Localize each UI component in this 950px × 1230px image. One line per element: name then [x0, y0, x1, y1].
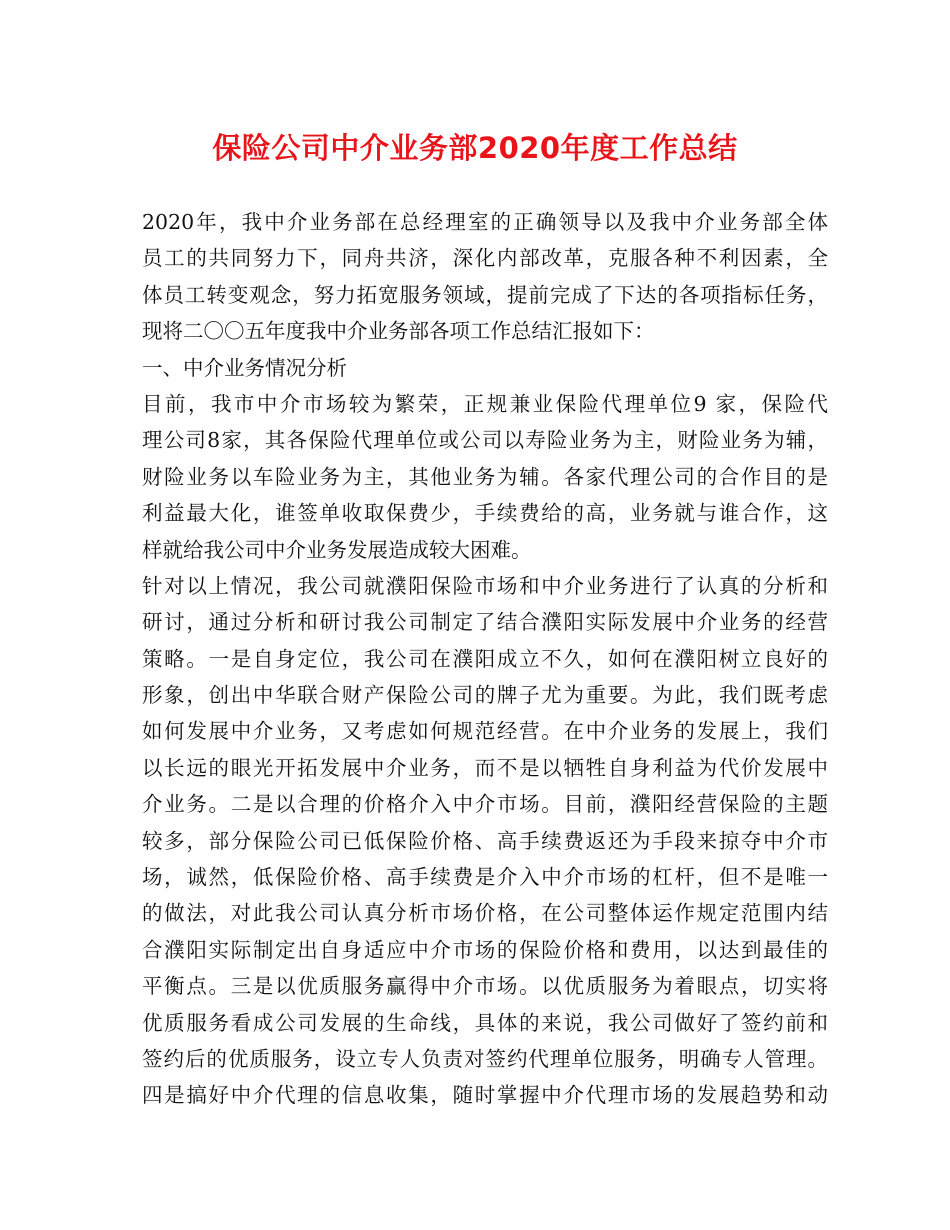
body-text-line: 四是搞好中介代理的信息收集，随时掌握中介代理市场的发展趋势和动: [142, 1083, 828, 1108]
body-text-line: 2020年，我中介业务部在总经理室的正确领导以及我中介业务部全体: [142, 210, 828, 234]
body-text-line: 以长远的眼光开拓发展中介业务，而不是以牺牲自身利益为代价发展中: [142, 755, 828, 780]
body-text-line: 形象，创出中华联合财产保险公司的牌子尤为重要。为此，我们既考虑: [142, 683, 828, 708]
body-text-line: 样就给我公司中介业务发展造成较大困难。: [142, 537, 532, 562]
body-text-line: 合濮阳实际制定出自身适应中介市场的保险价格和费用，以达到最佳的: [142, 937, 828, 962]
document-body: [142, 204, 828, 1114]
body-text-line: 针对以上情况，我公司就濮阳保险市场和中介业务进行了认真的分析和: [142, 573, 828, 598]
body-text-line: 签约后的优质服务，设立专人负责对签约代理单位服务，明确专人管理。: [142, 1046, 828, 1071]
document-title: 保险公司中介业务部2020年度工作总结: [212, 131, 738, 165]
body-text-line: 目前，我市中介市场较为繁荣，正规兼业保险代理单位9 家，保险代: [142, 391, 828, 416]
body-text-line: 场，诚然，低保险价格、高手续费是介入中介市场的杠杆，但不是唯一: [142, 865, 828, 890]
body-text-line: 现将二〇〇五年度我中介业务部各项工作总结汇报如下：: [142, 319, 655, 344]
body-text-line: 员工的共同努力下，同舟共济，深化内部改革，克服各种不利因素，全: [142, 246, 828, 271]
body-text-line: 财险业务以车险业务为主，其他业务为辅。各家代理公司的合作目的是: [142, 464, 828, 489]
body-text-line: 优质服务看成公司发展的生命线，具体的来说，我公司做好了签约前和: [142, 1010, 828, 1035]
body-text-line: 理公司8家，其各保险代理单位或公司以寿险业务为主，财险业务为辅，: [142, 428, 828, 453]
body-text-line: 的做法，对此我公司认真分析市场价格，在公司整体运作规定范围内结: [142, 901, 828, 926]
body-text-line: 一、中介业务情况分析: [142, 355, 347, 380]
body-text-line: 体员工转变观念，努力拓宽服务领域，提前完成了下达的各项指标任务，: [142, 282, 828, 307]
body-text-line: 如何发展中介业务，又考虑如何规范经营。在中介业务的发展上，我们: [142, 719, 828, 744]
body-text-line: 研讨，通过分析和研讨我公司制定了结合濮阳实际发展中介业务的经营: [142, 610, 828, 635]
body-text-line: 平衡点。三是以优质服务赢得中介市场。以优质服务为着眼点，切实将: [142, 974, 828, 999]
body-text-line: 策略。一是自身定位，我公司在濮阳成立不久，如何在濮阳树立良好的: [142, 646, 828, 671]
body-text-line: 介业务。二是以合理的价格介入中介市场。目前，濮阳经营保险的主题: [142, 792, 828, 817]
body-text-line: 较多，部分保险公司已低保险价格、高手续费返还为手段来掠夺中介市: [142, 828, 828, 853]
body-text-line: 利益最大化，谁签单收取保费少，手续费给的高，业务就与谁合作，这: [142, 501, 828, 526]
